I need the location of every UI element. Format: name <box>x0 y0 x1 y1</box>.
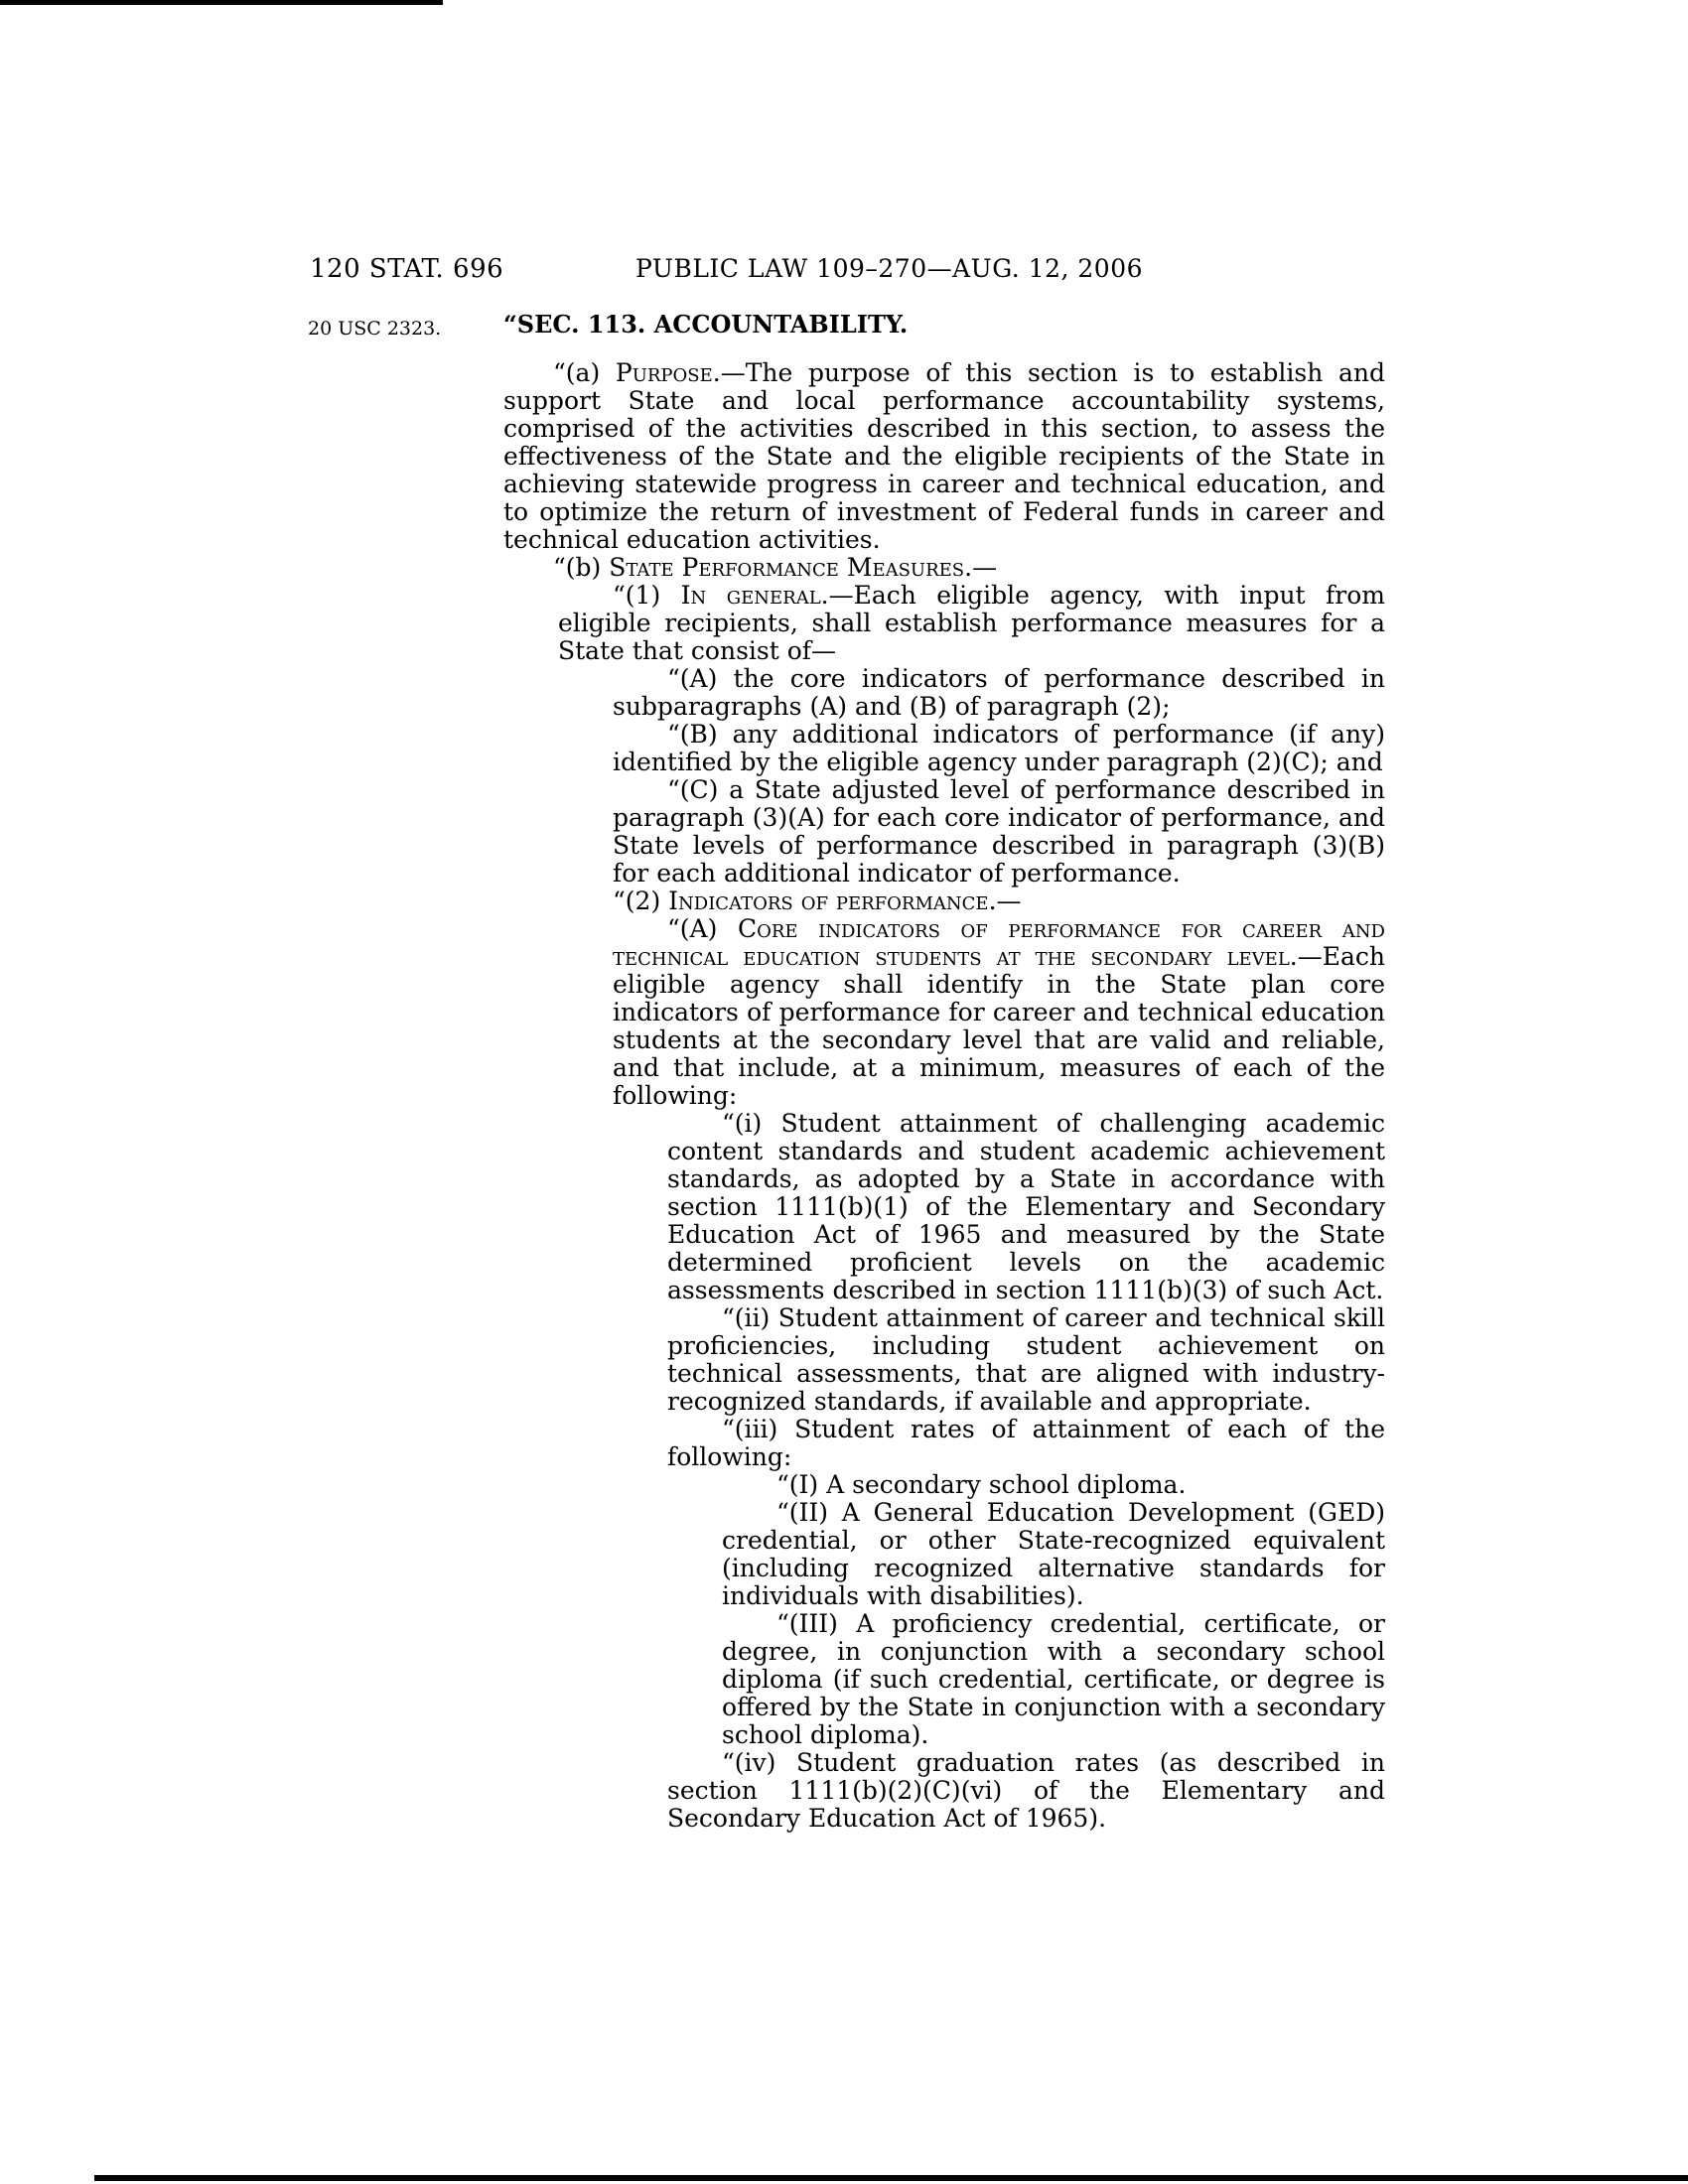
statute-paragraph <box>667 1110 1385 1304</box>
text-run: “(ii) Student attainment of career and technical skill proficiencies, including student achievement on technical assessments, that are aligned with industry-recognized standards, if available and appropriate. <box>667 1303 1385 1416</box>
text-run: “(A) <box>667 914 738 943</box>
statute-paragraph <box>558 582 1385 665</box>
small-caps-run: In general <box>680 581 821 610</box>
scan-artifact-bottom <box>94 2175 1688 2181</box>
statute-paragraph <box>722 1610 1385 1749</box>
small-caps-run: Core indicators of performance for career and technical education students at the secondary level <box>613 914 1385 971</box>
text-run: .—Each eligible agency shall identify in the State plan core indicators of performance for career and technical education students at the secondary level that are valid and reliable, and that include, at a minimum, measures of each of the following: <box>613 942 1385 1110</box>
statute-paragraph <box>722 1471 1385 1499</box>
text-run: “(III) A proficiency credential, certificate, or degree, in conjunction with a secondary school diploma (if such credential, certificate, or degree is offered by the State in conjunction with a secondary school diploma). <box>722 1609 1385 1749</box>
section-heading: “SEC. 113. ACCOUNTABILITY. <box>503 310 909 339</box>
statute-paragraph <box>503 359 1385 554</box>
statute-paragraph <box>613 665 1385 721</box>
text-run: “(2) <box>613 887 669 915</box>
statute-paragraph <box>558 887 1385 915</box>
text-run: “(II) A General Education Development (GED) credential, or other State-recognized equivalent (including recognized alternative standards for individuals with disabilities). <box>722 1498 1385 1610</box>
text-run: .—The purpose of this section is to establish and support State and local performance accountability systems, comprised of the activities described in this section, to assess the effectiveness of the State and the eligible recipients of the State in achieving statewide progress in career and technical education, and to optimize the return of investment of Federal funds in career and technical education activities. <box>503 358 1385 554</box>
scan-artifact-top <box>0 0 443 5</box>
text-run: “(1) <box>613 581 681 610</box>
text-run: .— <box>988 887 1022 915</box>
statute-paragraph <box>667 1749 1385 1833</box>
text-run: “(i) Student attainment of challenging academic content standards and student academic achievement standards, as adopted by a State in accordance with section 1111(b)(1) of the Elementary and Secondary Education Act of 1965 and measured by the State determined proficient levels on the academic assessments described in section 1111(b)(3) of such Act. <box>667 1109 1385 1304</box>
text-run: “(A) the core indicators of performance described in subparagraphs (A) and (B) of paragraph (2); <box>613 664 1385 721</box>
statute-paragraph <box>503 554 1385 582</box>
text-run: “(iii) Student rates of attainment of each of the following: <box>667 1415 1385 1471</box>
text-run: “(B) any additional indicators of performance (if any) identified by the eligible agency under paragraph (2)(C); and <box>613 720 1385 776</box>
statute-paragraph <box>613 776 1385 887</box>
statute-paragraph <box>613 721 1385 776</box>
small-caps-run: State Performance Measures <box>609 553 965 582</box>
text-run: “(b) <box>553 553 610 582</box>
usc-margin-note: 20 USC 2323. <box>308 318 442 340</box>
text-run: “(I) A secondary school diploma. <box>776 1470 1187 1499</box>
text-run: “(C) a State adjusted level of performance described in paragraph (3)(A) for each core indicator of performance, and State levels of performance described in paragraph (3)(B) for each additional indicator of performance. <box>613 775 1385 887</box>
text-run: .—Each eligible agency, with input from eligible recipients, shall establish performance measures for a State that consist of— <box>558 581 1386 665</box>
public-law-running-head: PUBLIC LAW 109–270—AUG. 12, 2006 <box>635 254 1144 283</box>
text-run: “(a) <box>553 358 616 387</box>
statute-text <box>503 359 1385 1833</box>
small-caps-run: Purpose <box>615 358 713 387</box>
statute-paragraph <box>613 915 1385 1110</box>
text-run: .— <box>964 553 998 582</box>
statute-paragraph <box>722 1499 1385 1610</box>
statute-paragraph <box>667 1304 1385 1416</box>
statute-paragraph <box>667 1416 1385 1471</box>
statutes-page-number: 120 STAT. 696 <box>310 254 504 284</box>
small-caps-run: Indicators of performance <box>668 887 989 915</box>
text-run: “(iv) Student graduation rates (as described in section 1111(b)(2)(C)(vi) of the Elementary and Secondary Education Act of 1965). <box>667 1748 1385 1833</box>
